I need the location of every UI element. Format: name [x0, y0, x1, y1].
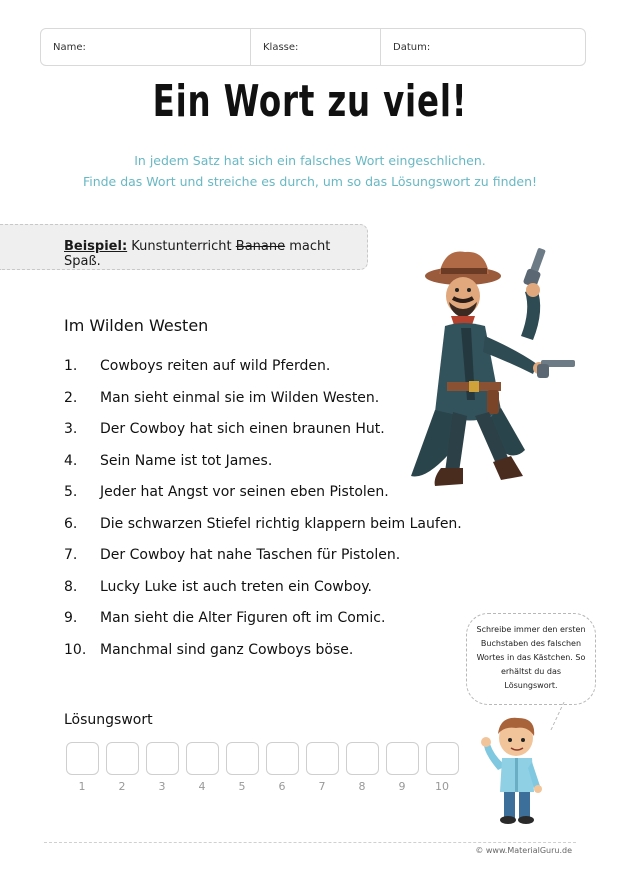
box-number: 5	[238, 780, 246, 793]
box-number: 1	[78, 780, 86, 793]
name-label: Name:	[53, 42, 86, 53]
sentence-number: 3.	[64, 421, 78, 437]
cowboy-icon	[405, 240, 595, 498]
sentence-number: 9.	[64, 610, 78, 626]
answer-box[interactable]	[186, 742, 219, 775]
answer-box[interactable]	[426, 742, 459, 775]
answer-box[interactable]	[66, 742, 99, 775]
name-field[interactable]	[41, 29, 251, 65]
sentence-number: 5.	[64, 484, 78, 500]
sentence-text: Der Cowboy hat sich einen braunen Hut.	[100, 421, 385, 437]
box-number: 6	[278, 780, 286, 793]
sentence-number: 2.	[64, 389, 78, 406]
sentence-item[interactable]	[64, 516, 462, 548]
box-number: 9	[398, 780, 406, 793]
sentence-item[interactable]	[64, 642, 462, 674]
sentence-text: Jeder hat Angst vor seinen eben Pistolen.	[100, 484, 389, 500]
box-number: 4	[198, 780, 206, 793]
copyright-text: © www.MaterialGuru.de	[475, 846, 572, 855]
sentence-item[interactable]	[64, 547, 462, 579]
sentence-number: 10.	[64, 641, 87, 658]
sentence-text: Die schwarzen Stiefel richtig klappern beim Laufen.	[100, 515, 462, 532]
box-number: 3	[158, 780, 166, 793]
footer-divider	[44, 842, 576, 843]
sentence-text: Cowboys reiten auf wild Pferden.	[100, 358, 331, 374]
sentence-item[interactable]	[64, 421, 462, 453]
answer-box[interactable]	[346, 742, 379, 775]
sentence-number: 8.	[64, 578, 78, 595]
sentence-item[interactable]	[64, 453, 462, 485]
sentence-text: Man sieht einmal sie im Wilden Westen.	[100, 389, 380, 406]
answer-box[interactable]	[306, 742, 339, 775]
example-text-after: macht Spaß.	[64, 239, 331, 269]
sentence-number: 4.	[64, 452, 78, 469]
answer-box[interactable]	[266, 742, 299, 775]
instruction-line-1: In jedem Satz hat sich ein falsches Wort eingeschlichen.	[134, 153, 486, 168]
datum-label: Datum:	[393, 42, 431, 53]
boy-illustration	[478, 712, 556, 832]
sentence-list	[64, 358, 462, 673]
klasse-field[interactable]	[251, 29, 381, 65]
example-struck-word: Banane	[235, 239, 286, 254]
datum-field[interactable]	[381, 29, 585, 65]
sentence-number: 7.	[64, 547, 78, 563]
boy-icon	[478, 712, 556, 828]
klasse-label: Klasse:	[263, 42, 299, 53]
speech-bubble: Schreibe immer den ersten Buchstaben des falschen Wortes in das Kästchen. So erhältst du das Lösungswort.	[466, 613, 596, 705]
example-label: Beispiel:	[64, 239, 128, 254]
sentence-number: 1.	[64, 358, 78, 374]
header-info-box	[40, 28, 586, 66]
sentence-item[interactable]	[64, 610, 462, 642]
cowboy-illustration	[405, 240, 595, 502]
box-number: 7	[318, 780, 326, 793]
sentence-item[interactable]	[64, 390, 462, 422]
sentence-text: Lucky Luke ist auch treten ein Cowboy.	[100, 578, 372, 595]
sentence-text: Der Cowboy hat nahe Taschen für Pistolen.	[100, 547, 401, 563]
sentence-item[interactable]	[64, 579, 462, 611]
answer-box[interactable]	[386, 742, 419, 775]
box-number: 8	[358, 780, 366, 793]
sentence-item[interactable]	[64, 358, 462, 390]
loesungswort-boxes	[62, 742, 462, 793]
section-title: Im Wilden Westen	[64, 316, 209, 335]
sentence-item[interactable]	[64, 484, 462, 516]
sentence-text: Man sieht die Alter Figuren oft im Comic.	[100, 610, 386, 626]
example-box	[0, 224, 368, 270]
instruction-line-2: Finde das Wort und streiche es durch, um so das Lösungswort zu finden!	[82, 174, 538, 189]
sentence-text: Sein Name ist tot James.	[100, 452, 273, 469]
example-text-before: Kunstunterricht	[127, 239, 236, 254]
worksheet-title: Ein Wort zu viel!	[152, 76, 468, 127]
answer-box[interactable]	[226, 742, 259, 775]
sentence-text: Manchmal sind ganz Cowboys böse.	[100, 641, 354, 658]
sentence-number: 6.	[64, 515, 78, 532]
box-number: 2	[118, 780, 126, 793]
answer-box[interactable]	[106, 742, 139, 775]
loesungswort-title: Lösungswort	[64, 712, 153, 728]
box-number: 10	[435, 780, 449, 793]
answer-box[interactable]	[146, 742, 179, 775]
